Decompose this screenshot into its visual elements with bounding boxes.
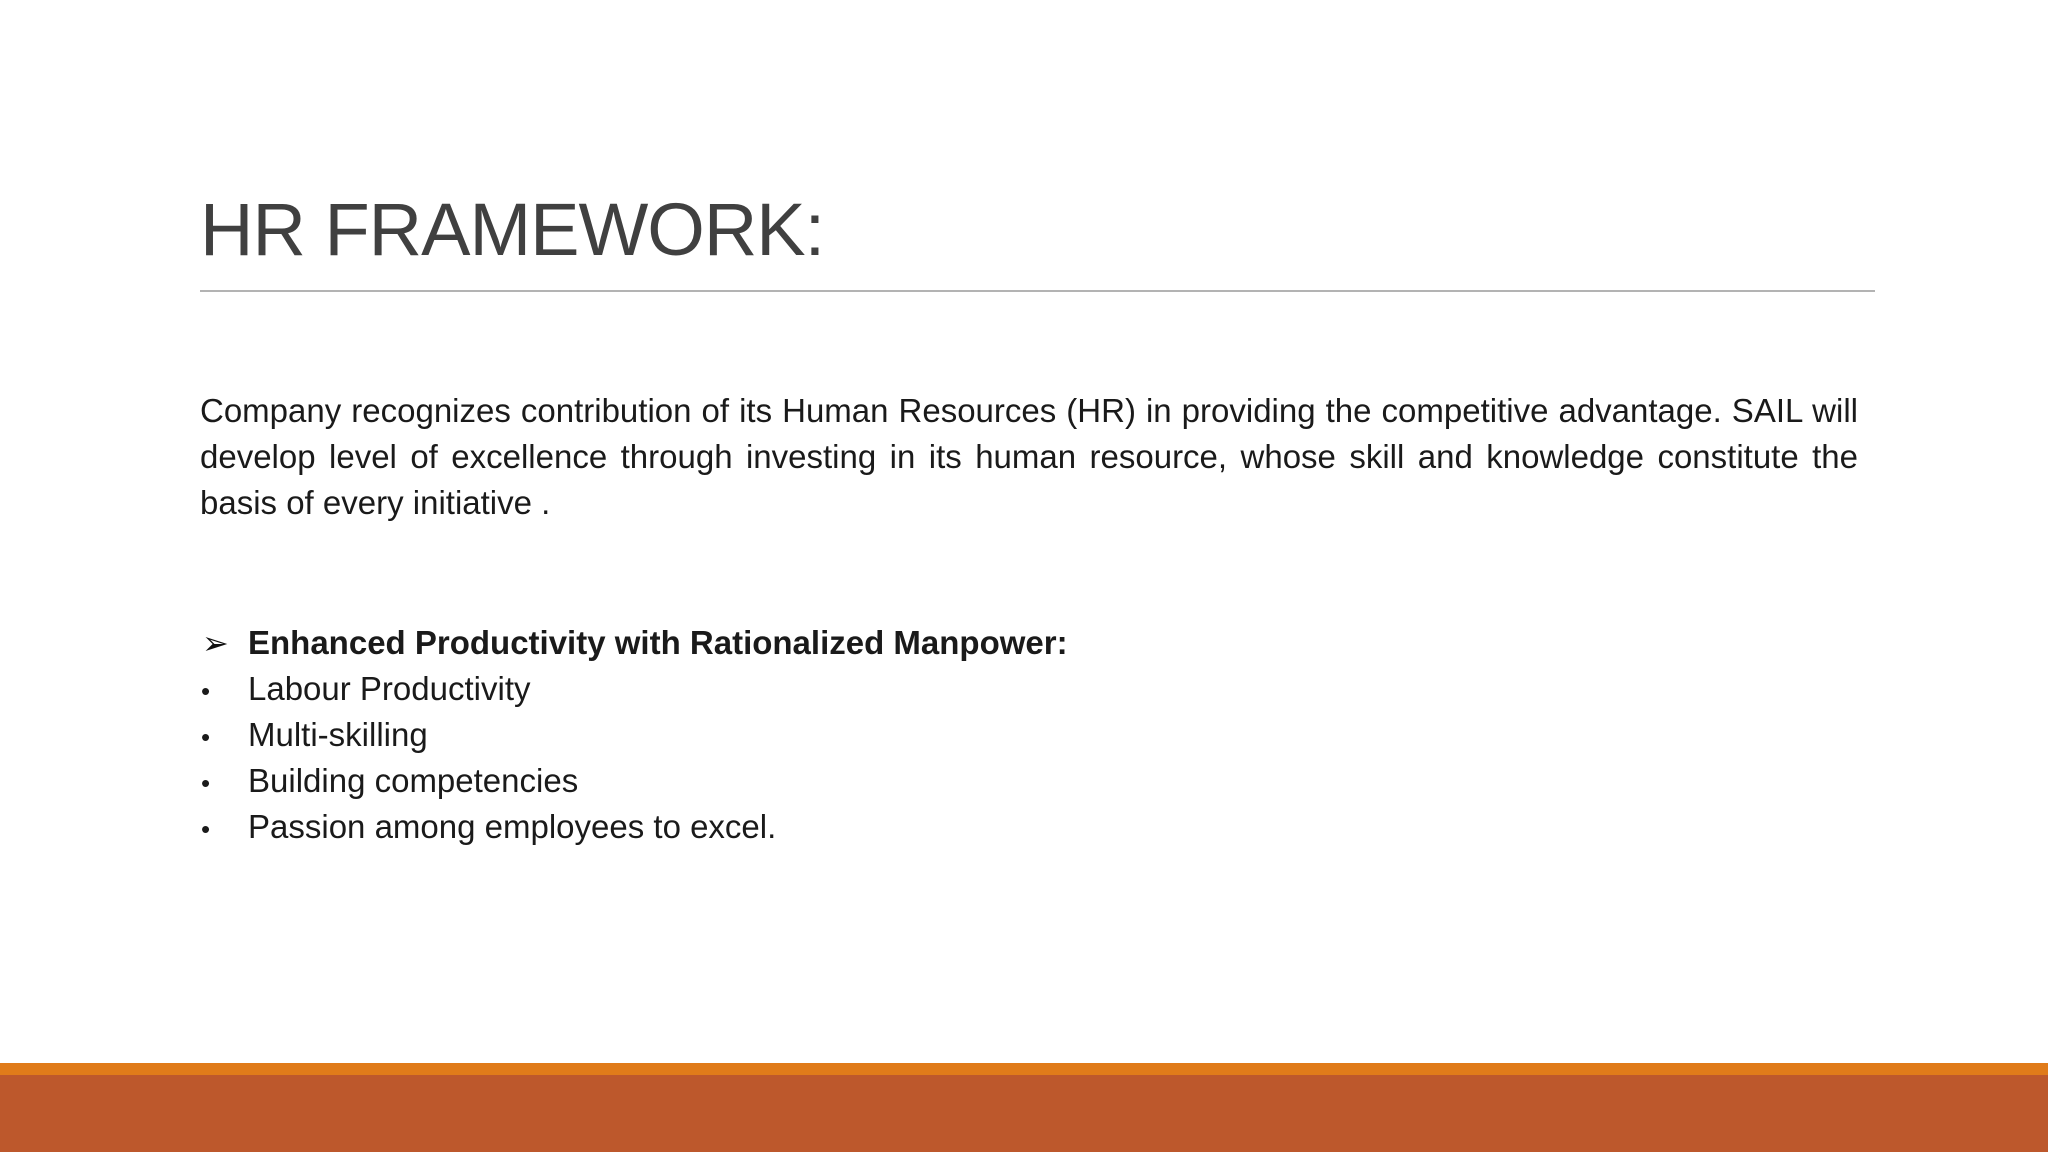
arrow-bullet-icon: ➢ [202, 625, 229, 661]
bullet-icon: • [201, 768, 211, 798]
list-item-text: Building competencies [248, 762, 579, 799]
title-divider [200, 290, 1875, 292]
section-heading-row [200, 620, 1700, 666]
bullet-icon: • [201, 676, 211, 706]
footer-band [0, 1075, 2048, 1152]
list-item [200, 666, 1700, 712]
intro-paragraph: Company recognizes contribution of its Human Resources (HR) in providing the competitive advantage. SAIL will develop level of excellence through investing in its human resource, whose skill and knowledge constitute the basis of every initiative . [200, 392, 1858, 521]
bullet-icon: • [201, 814, 211, 844]
list-item-text: Multi-skilling [248, 716, 428, 753]
slide-title: HR FRAMEWORK: [200, 188, 825, 271]
footer-accent-stripe [0, 1063, 2048, 1075]
list-item [200, 804, 1700, 850]
list-item [200, 758, 1700, 804]
section-heading: Enhanced Productivity with Rationalized Manpower: [248, 624, 1068, 661]
list-item-text: Labour Productivity [248, 670, 531, 707]
productivity-section [200, 620, 1700, 850]
list-item-text: Passion among employees to excel. [248, 808, 777, 845]
list-item [200, 712, 1700, 758]
bullet-icon: • [201, 722, 211, 752]
